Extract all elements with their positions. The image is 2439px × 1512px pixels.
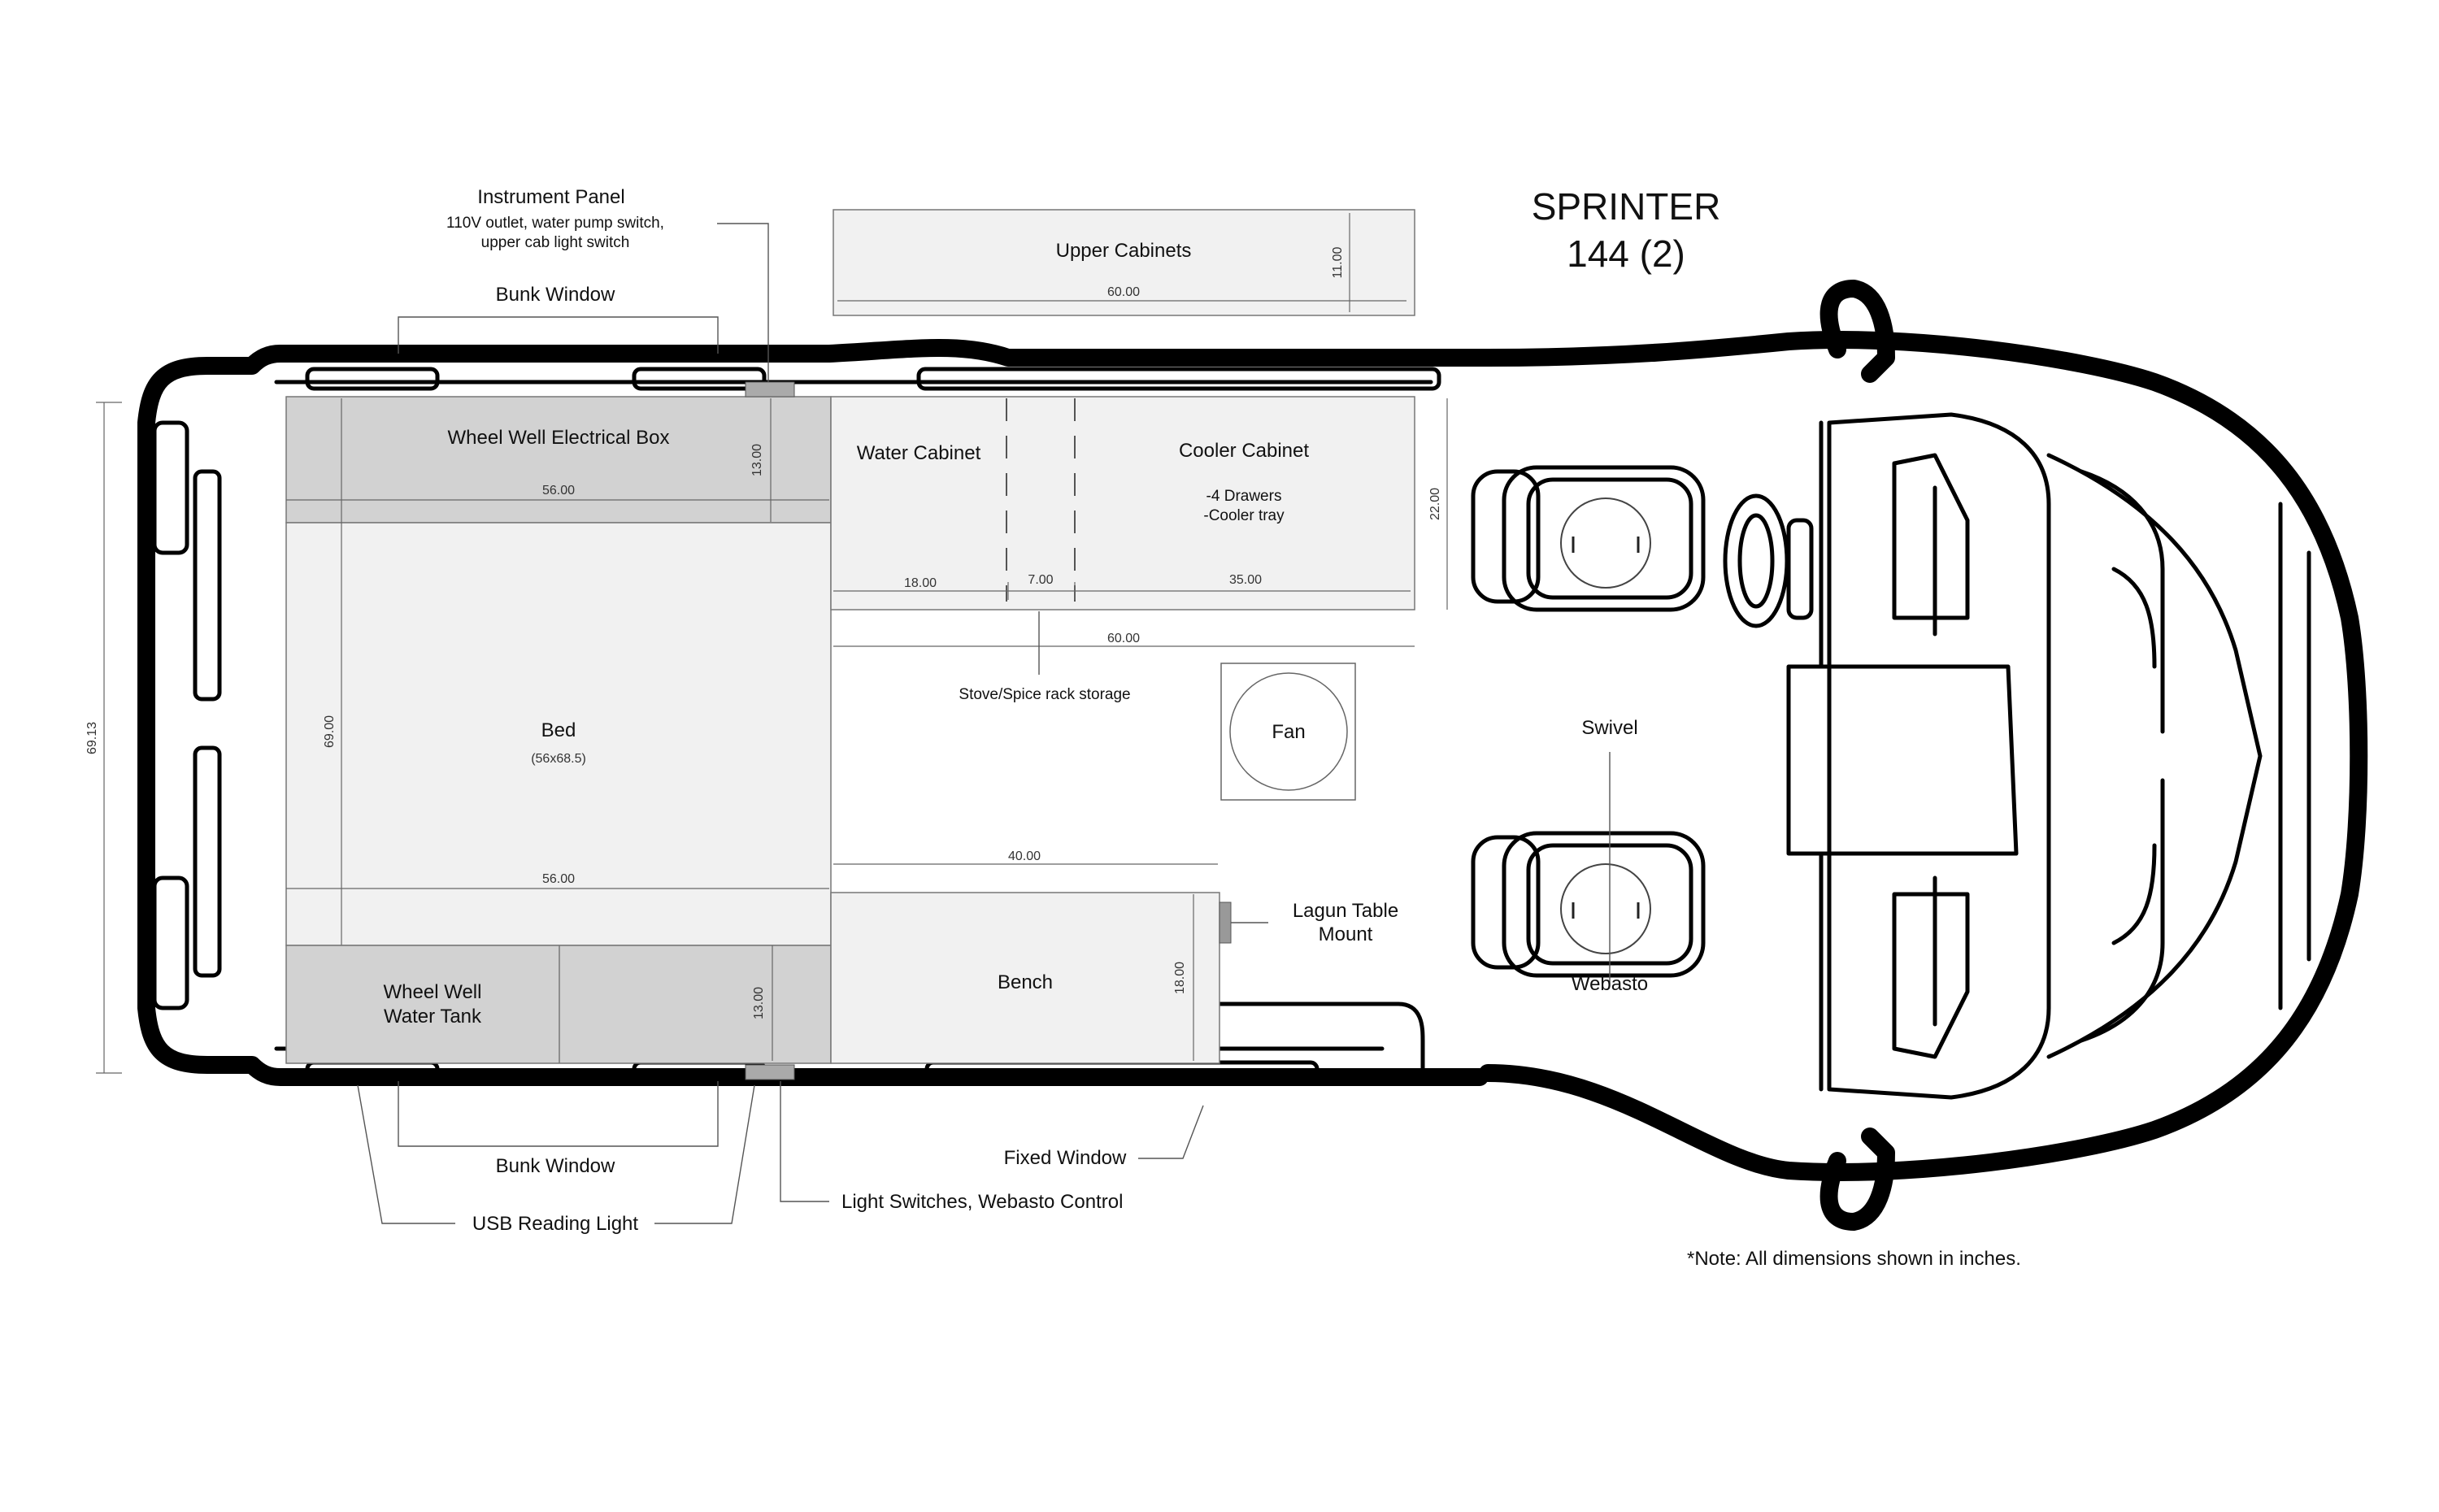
van-cab-front [1488,289,2359,1222]
bunk-window-bottom-label: Bunk Window [495,1155,615,1177]
rear-window-left [154,423,187,553]
passenger-seat [1473,833,1703,975]
dim-bench-width: 40.00 [1007,849,1041,863]
dim-upper-cabinets-width: 60.00 [1106,285,1141,299]
instrument-panel-label: Instrument Panel [477,186,625,208]
dim-overall-width: 69.13 [85,721,99,755]
instrument-panel-detail-1: 110V outlet, water pump switch, [446,215,664,232]
dim-bed-width: 56.00 [541,872,576,886]
dim-electrical-box-depth: 13.00 [750,443,764,477]
lagun-table-label-2: Mount [1318,923,1373,945]
rear-window-right [154,878,187,1008]
upper-cabinets [833,210,1415,315]
water-tank-label-line1: Wheel Well [383,981,482,1003]
instrument-panel-box [746,382,794,397]
wheel-well-electrical-box [286,397,831,523]
bunk-window-top-2 [634,369,764,389]
cooler-detail-1: -4 Drawers [1206,488,1282,505]
bunk-window-top-label: Bunk Window [495,284,615,306]
electrical-box-label: Wheel Well Electrical Box [447,427,670,449]
usb-reading-light-label: USB Reading Light [472,1213,639,1235]
light-switch-box [746,1065,794,1080]
lagun-table-label-1: Lagun Table [1292,900,1399,922]
instrument-panel-detail-2: upper cab light switch [480,234,630,251]
dim-bench-depth: 18.00 [1173,961,1187,995]
driver-seat [1473,467,1703,610]
bench-label: Bench [997,971,1054,993]
light-switches-label: Light Switches, Webasto Control [841,1191,1124,1213]
water-tank-label-line2: Water Tank [383,1006,482,1028]
title-line1: SPRINTER [1531,185,1721,228]
bed-label: Bed [541,719,576,741]
bunk-window-top-1 [307,369,437,389]
title-line2: 144 (2) [1567,232,1685,275]
wheel-well-water-tank [286,945,831,1063]
stove-spice-callout: Stove/Spice rack storage [959,686,1131,703]
cooler-detail-2: -Cooler tray [1203,507,1285,524]
dim-upper-cabinets-depth: 11.00 [1331,246,1345,279]
water-cabinet-label: Water Cabinet [856,442,981,464]
dim-water-tank-depth: 13.00 [752,986,766,1020]
dim-bed-length: 69.00 [323,715,337,749]
dim-electrical-box-width: 56.00 [541,484,576,497]
upper-cabinets-label: Upper Cabinets [1055,240,1192,262]
dim-galley-depth: 22.00 [1428,487,1442,521]
cooler-cabinet-label: Cooler Cabinet [1178,440,1310,462]
webasto-label: Webasto [1571,973,1649,995]
dim-water-cabinet-width: 18.00 [903,576,937,590]
swivel-label: Swivel [1581,717,1638,739]
dim-galley-total: 60.00 [1106,632,1141,645]
dim-gap-width: 7.00 [1028,573,1054,587]
dim-cooler-cabinet-width: 35.00 [1228,573,1263,587]
fixed-window-label: Fixed Window [1003,1147,1127,1169]
dimensions-note: *Note: All dimensions shown in inches. [1687,1248,2021,1270]
fan-label: Fan [1272,721,1306,743]
bed-size: (56x68.5) [531,752,586,766]
lagun-table-mount [1220,902,1231,943]
